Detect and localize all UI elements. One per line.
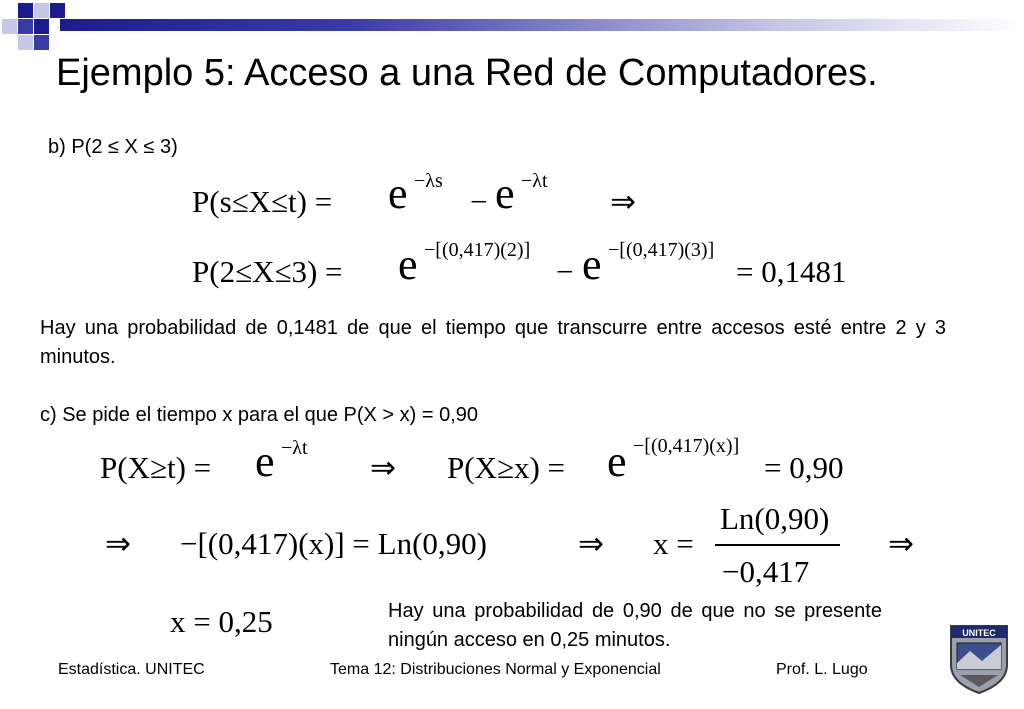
decor-square-3 (50, 3, 65, 18)
footer-left: Estadística. UNITEC (58, 661, 205, 678)
conclusion-b: Hay una probabilidad de 0,1481 de que el tiempo que transcurre entre accesos esté entre 2 y 3 minutos. (40, 317, 946, 368)
title-accent-bar (60, 19, 1024, 31)
eq2-minus: − (556, 254, 574, 289)
eq1-exp-base-1: e (388, 169, 408, 218)
eq3-result: = 0,90 (764, 450, 844, 485)
footer-right: Prof. L. Lugo (776, 661, 868, 678)
eq4-implies-2: ⇒ (578, 526, 604, 561)
conclusion-c: Hay una probabilidad de 0,90 de que no se presente ningún acceso en 0,25 minutos. (388, 600, 882, 651)
fraction-denominator: −0,417 (722, 554, 810, 589)
eq4-lhs: −[(0,417)(x)] = Ln(0,90) (180, 526, 487, 561)
eq1-exponent-2: −λt (521, 170, 548, 192)
eq3-exponent-2: −[(0,417)(x)] (633, 435, 740, 457)
eq2-result: = 0,1481 (736, 254, 847, 289)
eq3-middle: P(X≥x) = (447, 450, 566, 485)
eq3-exponent-1: −λt (281, 437, 308, 459)
eq1-exponent-1: −λs (414, 170, 443, 192)
decor-square-2 (34, 3, 49, 18)
eq2-exponent-1: −[(0,417)(2)] (424, 239, 531, 261)
eq1-lhs: P(s≤X≤t) = (192, 184, 333, 219)
eq2-lhs: P(2≤X≤3) = (192, 254, 343, 289)
svg-text:UNITEC: UNITEC (962, 628, 996, 638)
part-b-label: b) P(2 ≤ X ≤ 3) (48, 136, 178, 158)
decor-square-8 (34, 35, 49, 50)
unitec-logo-icon (948, 623, 1010, 695)
decor-square-7 (18, 35, 33, 50)
fraction-numerator: Ln(0,90) (720, 501, 830, 536)
eq4-implies-1: ⇒ (105, 526, 131, 561)
eq3-lhs: P(X≥t) = (100, 450, 212, 485)
eq2-exp-base-1: e (398, 240, 418, 289)
fraction-bar (715, 544, 840, 546)
eq3-implies: ⇒ (370, 450, 396, 485)
eq1-minus: − (470, 184, 488, 219)
slide-title: Ejemplo 5: Acceso a una Red de Computadores. (56, 52, 878, 94)
decor-square-4 (2, 19, 17, 34)
eq4-x-equals: x = (653, 526, 694, 561)
part-c-label: c) Se pide el tiempo x para el que P(X > x) = 0,90 (40, 404, 479, 426)
decor-square-5 (18, 19, 33, 34)
eq2-exp-base-2: e (582, 240, 602, 289)
footer-center: Tema 12: Distribuciones Normal y Exponencial (330, 661, 661, 678)
eq3-exp-base-2: e (607, 437, 627, 486)
eq1-implies: ⇒ (610, 184, 636, 219)
eq2-exponent-2: −[(0,417)(3)] (608, 239, 715, 261)
eq3-exp-base-1: e (255, 437, 275, 486)
decor-square-6 (34, 19, 49, 34)
final-result: x = 0,25 (170, 604, 273, 639)
eq1-exp-base-2: e (495, 169, 515, 218)
decor-square-1 (18, 3, 33, 18)
eq4-implies-3: ⇒ (888, 526, 914, 561)
